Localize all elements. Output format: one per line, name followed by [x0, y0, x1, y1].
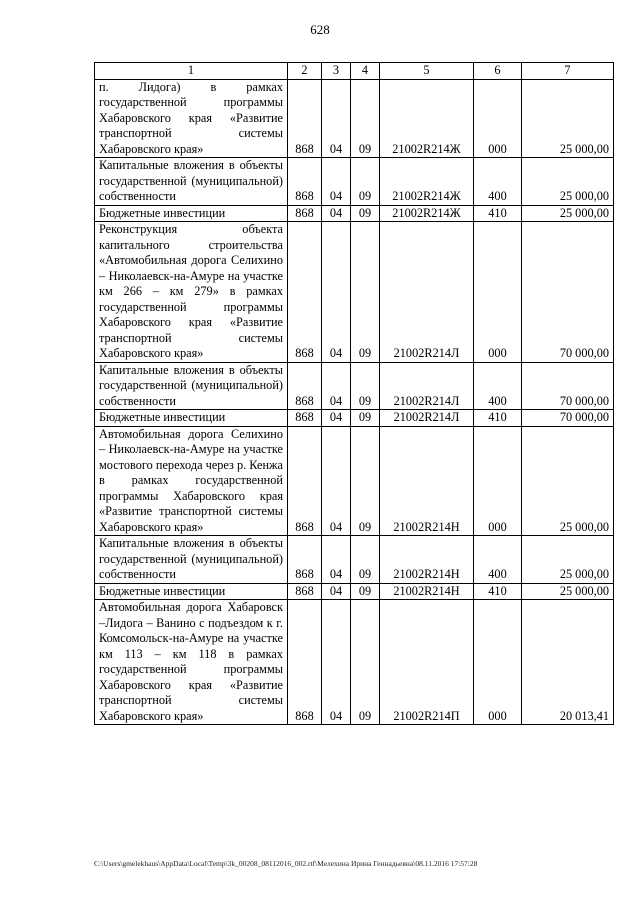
header-col-5: 5	[380, 63, 474, 80]
ministry-code: 868	[288, 362, 322, 410]
expense-type-code: 410	[474, 205, 522, 222]
section-code: 04	[322, 222, 351, 363]
subsection-code: 09	[351, 410, 380, 427]
expense-type-code: 000	[474, 600, 522, 725]
amount: 25 000,00	[522, 583, 614, 600]
amount: 25 000,00	[522, 79, 614, 158]
subsection-code: 09	[351, 426, 380, 536]
target-article-code: 21002R214Н	[380, 536, 474, 584]
header-col-6: 6	[474, 63, 522, 80]
amount: 25 000,00	[522, 536, 614, 584]
amount: 70 000,00	[522, 222, 614, 363]
subsection-code: 09	[351, 583, 380, 600]
table-row	[95, 362, 614, 410]
amount: 25 000,00	[522, 158, 614, 206]
section-code: 04	[322, 205, 351, 222]
header-col-7: 7	[522, 63, 614, 80]
section-code: 04	[322, 600, 351, 725]
table-row	[95, 205, 614, 222]
target-article-code: 21002R214Л	[380, 362, 474, 410]
subsection-code: 09	[351, 600, 380, 725]
expense-type-code: 000	[474, 222, 522, 363]
section-code: 04	[322, 583, 351, 600]
subsection-code: 09	[351, 79, 380, 158]
table-row	[95, 79, 614, 158]
item-name: Бюджетные инвестиции	[95, 410, 288, 427]
expense-type-code: 410	[474, 583, 522, 600]
item-name: Реконструкция объекта капитального строительства «Автомобильная дорога Селихино – Николаевск-на-Амуре на участке км 266 – км 279» в рамках государственной программы Хабаровского края «Развитие транспортной системы Хабаровского края»	[95, 222, 288, 363]
item-name: Капитальные вложения в объекты государственной (муниципальной) собственности	[95, 536, 288, 584]
table-row	[95, 536, 614, 584]
expense-type-code: 000	[474, 426, 522, 536]
target-article-code: 21002R214Ж	[380, 158, 474, 206]
target-article-code: 21002R214Ж	[380, 205, 474, 222]
target-article-code: 21002R214Л	[380, 410, 474, 427]
section-code: 04	[322, 158, 351, 206]
ministry-code: 868	[288, 426, 322, 536]
amount: 20 013,41	[522, 600, 614, 725]
target-article-code: 21002R214Л	[380, 222, 474, 363]
target-article-code: 21002R214Н	[380, 426, 474, 536]
ministry-code: 868	[288, 600, 322, 725]
file-path-footer: C:\Users\gmelekhaus\AppData\Local\Temp\3k_00208_08112016_002.rtf\Мелехина Ирина Геннадьевна\08.11.2016 17:57:28	[94, 859, 478, 868]
amount: 25 000,00	[522, 205, 614, 222]
ministry-code: 868	[288, 222, 322, 363]
subsection-code: 09	[351, 158, 380, 206]
header-col-2: 2	[288, 63, 322, 80]
amount: 70 000,00	[522, 362, 614, 410]
item-name: Бюджетные инвестиции	[95, 205, 288, 222]
ministry-code: 868	[288, 205, 322, 222]
budget-table	[94, 62, 614, 725]
expense-type-code: 400	[474, 536, 522, 584]
ministry-code: 868	[288, 583, 322, 600]
header-col-1: 1	[95, 63, 288, 80]
section-code: 04	[322, 79, 351, 158]
ministry-code: 868	[288, 158, 322, 206]
table-row	[95, 158, 614, 206]
expense-type-code: 000	[474, 79, 522, 158]
section-code: 04	[322, 362, 351, 410]
section-code: 04	[322, 410, 351, 427]
header-row	[95, 63, 614, 80]
target-article-code: 21002R214П	[380, 600, 474, 725]
item-name: Автомобильная дорога Хабаровск –Лидога – Ванино с подъездом к г. Комсомольск-на-Амуре на участке км 113 – км 118 в рамках государственной программы Хабаровского края «Развитие транспортной системы Хабаровского края»	[95, 600, 288, 725]
table-row	[95, 222, 614, 363]
item-name: Автомобильная дорога Селихино – Николаевск-на-Амуре на участке мостового перехода через р. Кенжа в рамках государственной программы Хабаровского края «Развитие транспортной системы Хабаровского края»	[95, 426, 288, 536]
expense-type-code: 400	[474, 362, 522, 410]
table-row	[95, 583, 614, 600]
subsection-code: 09	[351, 222, 380, 363]
section-code: 04	[322, 426, 351, 536]
ministry-code: 868	[288, 536, 322, 584]
section-code: 04	[322, 536, 351, 584]
page-number: 628	[310, 22, 330, 37]
table-row	[95, 410, 614, 427]
subsection-code: 09	[351, 205, 380, 222]
subsection-code: 09	[351, 536, 380, 584]
item-name: п. Лидога) в рамках государственной программы Хабаровского края «Развитие транспортной системы Хабаровского края»	[95, 79, 288, 158]
ministry-code: 868	[288, 410, 322, 427]
header-col-3: 3	[322, 63, 351, 80]
target-article-code: 21002R214Н	[380, 583, 474, 600]
target-article-code: 21002R214Ж	[380, 79, 474, 158]
header-col-4: 4	[351, 63, 380, 80]
amount: 25 000,00	[522, 426, 614, 536]
table-row	[95, 426, 614, 536]
expense-type-code: 400	[474, 158, 522, 206]
subsection-code: 09	[351, 362, 380, 410]
table-row	[95, 600, 614, 725]
item-name: Капитальные вложения в объекты государственной (муниципальной) собственности	[95, 362, 288, 410]
ministry-code: 868	[288, 79, 322, 158]
item-name: Бюджетные инвестиции	[95, 583, 288, 600]
item-name: Капитальные вложения в объекты государственной (муниципальной) собственности	[95, 158, 288, 206]
amount: 70 000,00	[522, 410, 614, 427]
expense-type-code: 410	[474, 410, 522, 427]
